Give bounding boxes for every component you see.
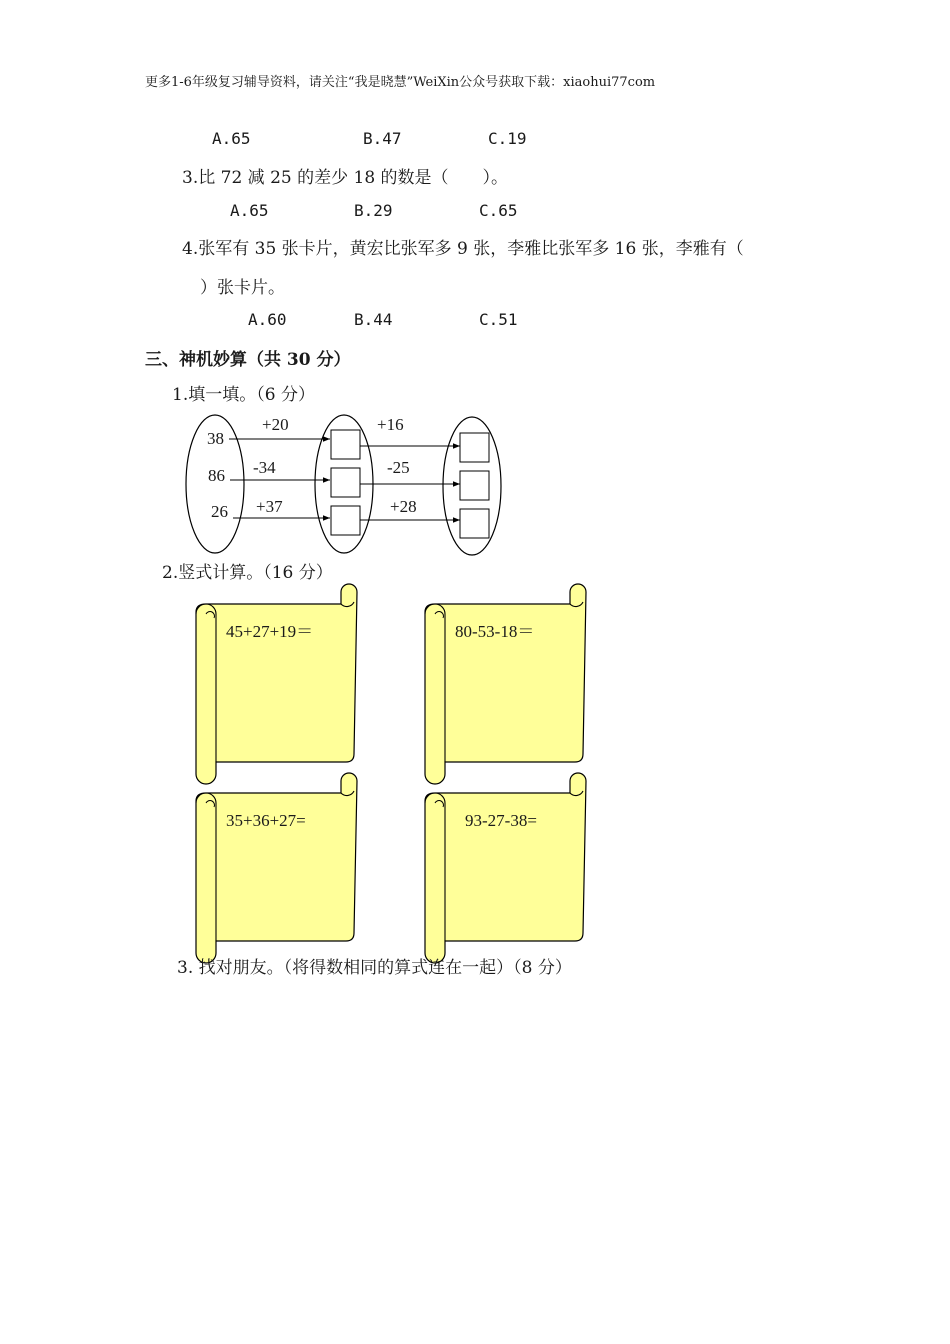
part-2-title: 2.竖式计算。（16 分）: [162, 563, 333, 583]
input-number: 38: [207, 429, 224, 448]
question-4-line-1: 4.张军有 35 张卡片，黄宏比张军多 9 张，李雅比张军多 16 张，李雅有（: [182, 239, 744, 259]
q4-option-c: C.51: [479, 310, 518, 329]
page-header: 更多1-6年级复习辅导资料，请关注“我是晓慧”WeiXin公众号获取下载：xiaohui77com: [145, 75, 656, 90]
part-3-title: 3. 找对朋友。（将得数相同的算式连在一起）（8 分）: [177, 958, 572, 978]
q4-option-b: B.44: [354, 310, 393, 329]
question-3: 3.比 72 减 25 的差少 18 的数是（ ）。: [182, 168, 509, 188]
scroll-expression: 80-53-18＝: [455, 622, 535, 641]
input-number: 86: [208, 466, 225, 485]
scroll-card[interactable]: [425, 773, 586, 963]
scroll-expression: 35+36+27=: [226, 811, 306, 830]
input-number: 26: [211, 502, 228, 521]
q2-option-c: C.19: [488, 129, 527, 148]
operation-label: -25: [387, 458, 410, 477]
operation-label: +37: [256, 497, 283, 516]
q2-option-a: A.65: [212, 129, 251, 148]
scroll-card[interactable]: [196, 773, 357, 963]
question-4-line-2: ）张卡片。: [200, 278, 285, 298]
scroll-card[interactable]: [196, 584, 357, 784]
q3-option-a: A.65: [230, 201, 269, 220]
q3-option-b: B.29: [354, 201, 393, 220]
scroll-expression: 45+27+19＝: [226, 622, 314, 641]
operation-label: +16: [377, 415, 404, 434]
scroll-expression: 93-27-38=: [465, 811, 537, 830]
section-3-title: 三、神机妙算（共 30 分）: [145, 350, 351, 370]
q3-option-c: C.65: [479, 201, 518, 220]
q2-option-b: B.47: [363, 129, 402, 148]
part-1-title: 1.填一填。（6 分）: [172, 385, 315, 405]
operation-label: -34: [253, 458, 276, 477]
scroll-card[interactable]: [425, 584, 586, 784]
operation-label: +28: [390, 497, 417, 516]
q4-option-a: A.60: [248, 310, 287, 329]
operation-label: +20: [262, 415, 289, 434]
